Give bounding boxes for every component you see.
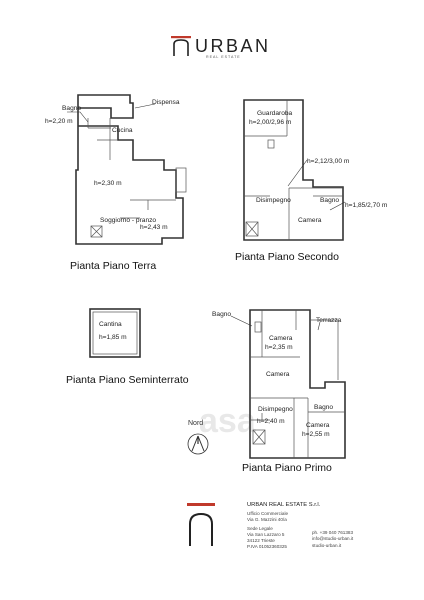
terra-cucina-label: Cucina [112,127,133,134]
footer-company: URBAN REAL ESTATE S.r.l. [247,502,321,508]
primo-outer-wall [250,310,345,458]
footer-office-label: Ufficio Commerciale [247,511,289,516]
footer-offices [247,511,307,551]
brand-tagline: REAL ESTATE [206,55,241,59]
terra-bagno-label: Bagno [62,105,82,112]
footer-legal-label: Sede Legale [247,525,273,531]
primo-disimpegno-label: Disimpegno [258,406,293,413]
terra-soggiorno-height: h=2,43 m [140,224,168,231]
primo-inner-walls [250,310,345,458]
title-piano-seminterrato: Pianta Piano Seminterrato [66,374,189,386]
secondo-camera-height: h=1,85/2,70 m [345,202,388,209]
title-piano-secondo: Pianta Piano Secondo [235,251,339,263]
watermark: asa [199,402,256,440]
primo-bagno-top-label: Bagno [212,311,232,318]
footer-contacts [312,530,372,549]
footer-legal-address: Via San Lazzaro 5 [247,531,285,537]
title-piano-terra: Pianta Piano Terra [70,260,157,272]
primo-h240-label: h=2,40 m [257,418,285,425]
seminterrato-cantina-height: h=1,85 m [99,334,127,341]
secondo-disimpegno-label: Disimpegno [256,197,291,204]
footer-brand-mark-icon [183,502,223,550]
footer-phone: ph. +39 040 761383 [312,530,354,535]
terra-dispensa-label: Dispensa [152,99,180,106]
primo-camera3-height: h=2,55 m [302,431,330,438]
primo-camera2-label: Camera [266,371,290,378]
footer-email[interactable]: info@studio-urban.it [312,536,354,542]
terra-soggiorno-label: Soggiorno - pranzo [100,217,157,224]
secondo-guardaroba-height: h=2,00/2,96 m [249,119,292,126]
seminterrato-cantina-label: Cantina [99,321,122,328]
north-label: Nord [188,420,204,427]
brand-name: URBAN [195,36,271,56]
footer-office-address: Via G. Mazzini 40/a [247,517,287,523]
title-piano-primo: Pianta Piano Primo [242,462,332,474]
secondo-h212-label: h=2,12/3,00 m [307,158,350,165]
secondo-camera-label: Camera [298,217,322,224]
primo-camera1-label: Camera [269,335,293,342]
footer-vat: P.IVA 01052360325 [247,544,287,550]
primo-bagno-label: Bagno [314,404,334,411]
primo-terrazza-label: Terrazza [316,317,342,324]
secondo-guardaroba-label: Guardaroba [257,110,293,117]
north-arrow-icon [185,430,215,460]
primo-camera1-height: h=2,35 m [265,344,293,351]
primo-camera3-label: Camera [306,422,330,429]
terra-bagno-height: h=2,20 m [45,118,73,125]
footer-web[interactable]: studio-urban.it [312,542,342,548]
secondo-bagno-label: Bagno [320,197,340,204]
footer-city: 34122 Trieste [247,538,275,544]
terra-h230-label: h=2,30 m [94,180,122,187]
